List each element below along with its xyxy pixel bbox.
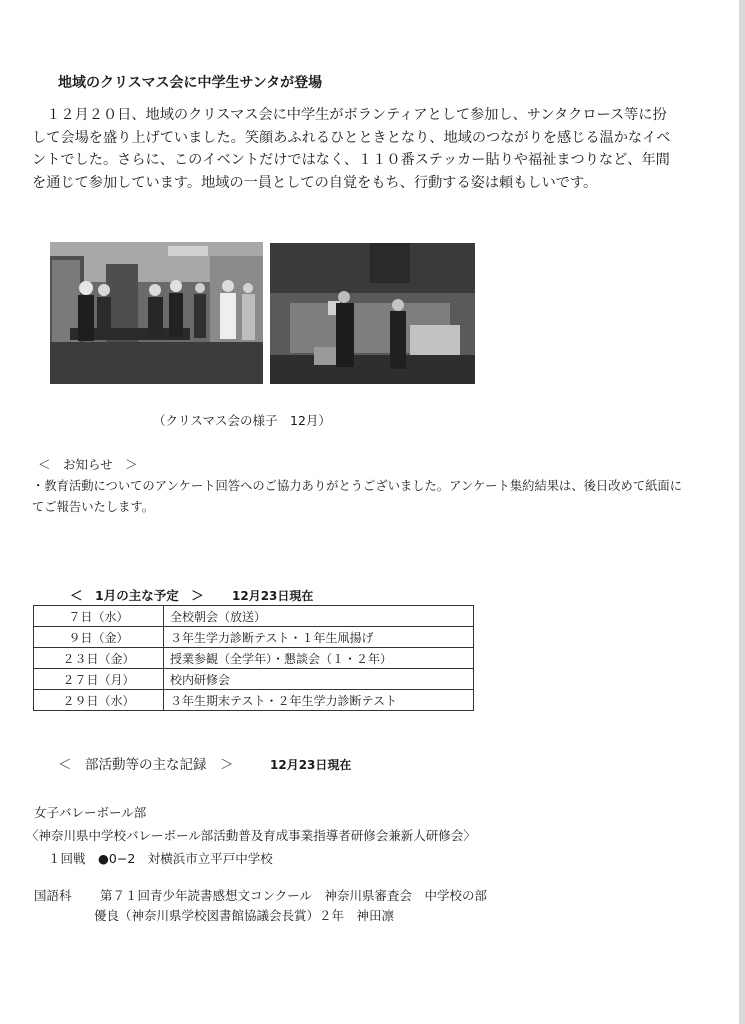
table-row [34,669,474,690]
volleyball-event: 〈神奈川県中学校バレーボール部活動普及育成事業指導者研修会兼新人研修会〉 [26,828,476,843]
japanese-award: 優良（神奈川県学校図書館協議会長賞）２年 神田凛 [94,908,395,923]
christmas-party-photo-right [270,243,475,384]
table-row [34,648,474,669]
table-row [34,627,474,648]
schedule-as-of: 12月23日現在 [232,589,314,603]
schedule-event: 授業参観（全学年）・懇談会（１・２年） [164,648,474,669]
schedule-date: ２３日（金） [34,648,164,669]
notice-heading: ＜ お知らせ ＞ [38,457,138,472]
schedule-date: ２９日（水） [34,690,164,711]
table-row [34,690,474,711]
photo-caption: （クリスマス会の様子 12月） [153,413,331,428]
records-as-of: 12月23日現在 [270,758,352,772]
schedule-event: 全校朝会（放送） [164,606,474,627]
article-title: 地域のクリスマス会に中学生サンタが登場 [58,75,323,91]
schedule-date: ９日（金） [34,627,164,648]
volleyball-result: １回戦 ●0−2 対横浜市立平戸中学校 [48,851,273,866]
schedule-event: 校内研修会 [164,669,474,690]
schedule-table [33,605,474,711]
records-heading: ＜ 部活動等の主な記録 ＞ [58,757,234,773]
article-body: １２月２０日、地域のクリスマス会に中学生がボランティアとして参加し、サンタクロース等に扮して会場を盛り上げていました。笑顔あふれるひとときとなり、地域のつながりを感じる温かなイベントでした。さらに、このイベントだけではなく、１１０番ステッカー貼りや福祉まつりなど、年間を通じて参加しています。地域の一員としての自覚をもち、行動する姿は頼もしいです。 [32,107,671,191]
schedule-date: ２７日（月） [34,669,164,690]
schedule-event: ３年生期末テスト・２年生学力診断テスト [164,690,474,711]
japanese-event: 第７１回青少年読書感想文コンクール 神奈川県審査会 中学校の部 [100,888,488,903]
schedule-heading: ＜ 1月の主な予定 ＞ [70,588,204,603]
table-row [34,606,474,627]
christmas-party-photo-left [50,242,263,384]
japanese-dept-name: 国語科 [34,888,72,903]
volleyball-club-name: 女子バレーボール部 [34,805,147,820]
schedule-event: ３年生学力診断テスト・１年生凧揚げ [164,627,474,648]
page-edge [739,0,745,1024]
schedule-date: ７日（水） [34,606,164,627]
notice-body: ・教育活動についてのアンケート回答へのご協力ありがとうございました。アンケート集約結果は、後日改めて紙面にてご報告いたします。 [32,479,683,514]
